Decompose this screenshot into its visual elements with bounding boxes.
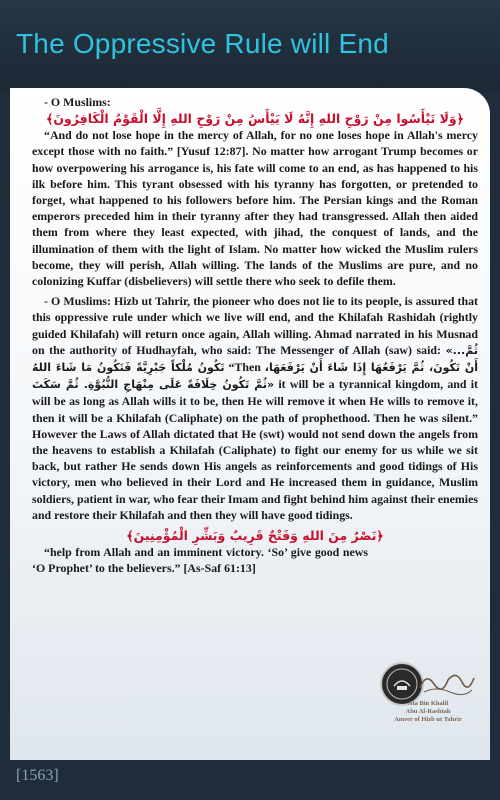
seal-caption	[378, 700, 478, 724]
quran-verse-first: ﴿وَلَا تَيْأَسُوا مِنْ رَوْحِ اللهِ إِنَّهُ لَا يَيْأَسُ مِنْ رَوْحِ اللهِ إِلَّا الْقَوْمُ الْكَافِرُونَ﴾	[46, 111, 464, 127]
calligraphy-signature-icon	[416, 666, 476, 696]
seal-line-kunya: Abu Al-Rashtah	[405, 708, 451, 715]
greeting-first: - O Muslims:	[44, 95, 111, 109]
seal-line-name: Ata Bin Khalil	[407, 700, 449, 707]
then-word: “Then	[224, 360, 261, 375]
hadith-arabic-second: أَنْ تَكُونَ، ثُمَّ يَرْفَعُهَا إِذَا شَاءَ أَنْ يَرْفَعَهَا، ثُمَّ تَكُونُ خِلَافَةً عَلَى مِنْهَاجِ النُّبُوَّةِ. ثُمَّ سَكَتَ»	[32, 361, 478, 392]
paragraph-third: “help from Allah and an imminent victory. ‘So’ give good news ‘O Prophet’ to the believers.” [As-Saf 61:13]	[32, 545, 368, 576]
header-bar	[0, 0, 500, 92]
paragraph-second-start: - O Muslims: Hizb ut Tahrir, the pioneer who does not lie to its people, is assured that this oppressive rule under which we live will end, and the Khilafah Rashidah (rightly guided Khilafah) will return once again, Allah willing. Ahmad narrated in his Musnad on the authority of Hudhayfah, who said: The Messenger of Allah (saw) said:	[32, 294, 478, 357]
issue-number: [1563]	[16, 767, 59, 784]
seal-line-title: Ameer of Hizb ut Tahrir	[394, 716, 462, 723]
content-panel	[10, 88, 490, 760]
paragraph-first: “And do not lose hope in the mercy of Allah, for no one loses hope in Allah's mercy except those with no faith.” [Yusuf 12:87]. No matter how arrogant Trump becomes or how overpowering his arrogance is, his fate will come to an end, as has happened to his ilk before him. This tyrant obsessed with his tyranny has forgotten, or pretended to forget, what happened to his followers before him. The Persian kings and the Roman emperors preceded him in their tyranny after they had transgressed. Allah then aided them from where they least expected, with jihad, the conquest of lands, and the illumination of them with the light of Islam. No matter how wicked the Muslim rulers become, they will perish, Allah willing. The lands of the Muslims are pure, and no colonizing Kuffar (disbelievers) will settle there who seek to defile them.	[32, 128, 478, 289]
hadith-arabic-first: «...ثُمَّ تَكُونُ مُلْكاً جَبْرِيَّةً فَتَكُونُ مَا شَاءَ اللهُ	[32, 343, 478, 375]
quran-verse-second: ﴿نَصْرٌ مِنَ اللهِ وَفَتْحٌ قَرِيبٌ وَبَشِّرِ الْمُؤْمِنِينَ﴾	[126, 528, 384, 544]
paragraph-second-end: it will be a tyrannical kingdom, and it will be as long as Allah wills it to be, then He will remove it when He wills to remove it, then it will be a Khilafah (Caliphate) on the path of prophethood. Then he was silent.” However the Laws of Allah dictated that He (swt) would not send down the angels from the heavens to establish a Khilafah (Caliphate) to fight our enemy for us while we sit back, but rather He sends down His angels as reinforcements and good tidings of His victory, men who believed in their Lord and He increased them in guidance, Muslim soldiers, patient in war, who fear their Imam and fight behind him against their enemies and restore their Khilafah and then they will have good tidings.	[32, 377, 478, 522]
ameer-seal	[378, 662, 478, 754]
paragraph-second	[32, 293, 478, 523]
page-title: The Oppressive Rule will End	[16, 28, 389, 59]
article-body	[32, 94, 478, 576]
